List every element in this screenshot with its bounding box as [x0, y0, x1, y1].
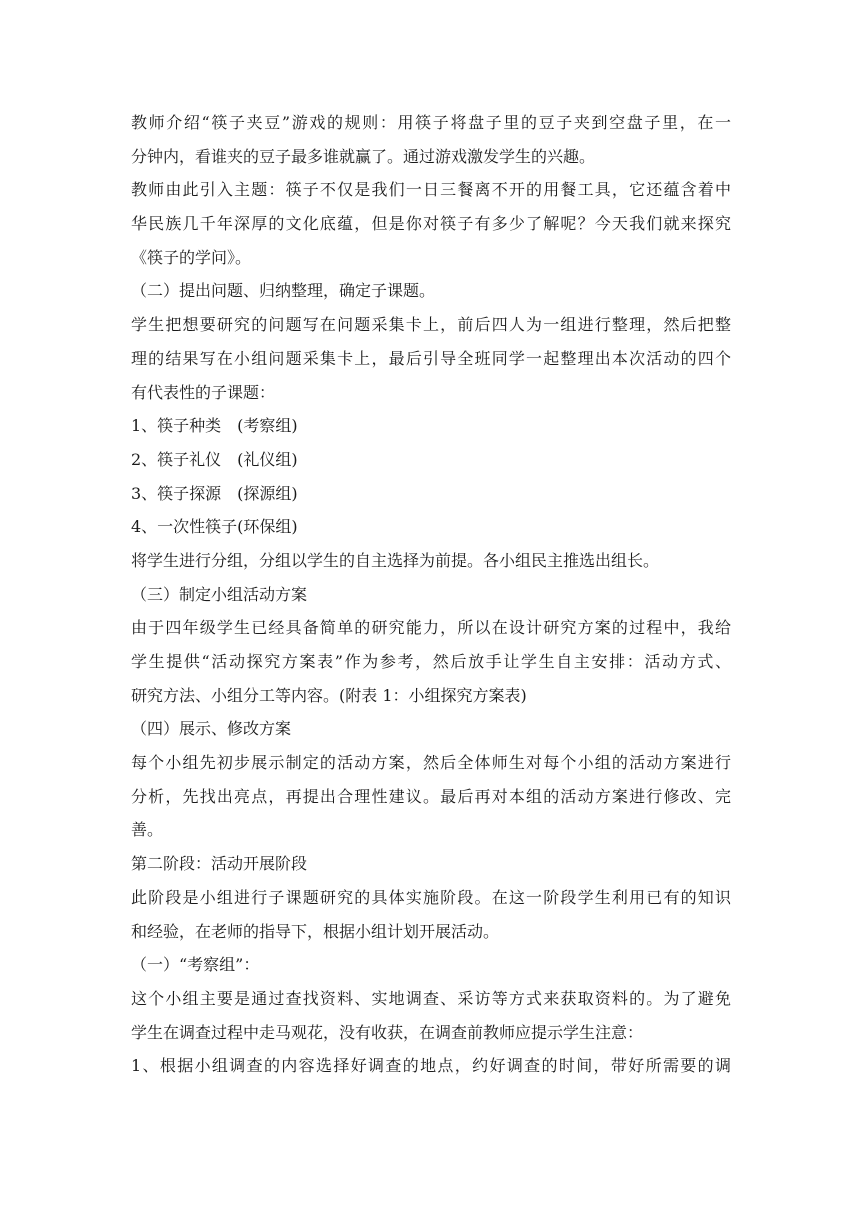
text-line: 1、筷子种类 (考察组) [131, 416, 298, 436]
text-line: 此阶段是小组进行子课题研究的具体实施阶段。在这一阶段学生利用已有的知识 [131, 887, 731, 907]
text-line: 将学生进行分组，分组以学生的自主选择为前提。各小组民主推选出组长。 [131, 550, 660, 570]
text-line: 学生提供“活动探究方案表”作为参考，然后放手让学生自主安排：活动方式、 [131, 652, 731, 671]
text-line: 善。 [131, 820, 164, 840]
document-body [131, 106, 731, 1083]
text-line: 研究方法、小组分工等内容。(附表 1：小组探究方案表) [131, 685, 527, 705]
text-line: 教师由此引入主题：筷子不仅是我们一日三餐离不开的用餐工具，它还蕴含着中 [131, 180, 731, 200]
text-line: 由于四年级学生已经具备简单的研究能力，所以在设计研究方案的过程中，我给 [131, 618, 731, 638]
text-line: 2、筷子礼仪 (礼仪组) [131, 449, 298, 469]
text-line: 每个小组先初步展示制定的活动方案，然后全体师生对每个小组的活动方案进行 [131, 753, 731, 773]
text-line: 理的结果写在小组问题采集卡上，最后引导全班同学一起整理出本次活动的四个 [131, 348, 731, 368]
text-line: 学生在调查过程中走马观花，没有收获，在调查前教师应提示学生注意： [131, 1022, 644, 1042]
text-line: 分钟内，看谁夹的豆子最多谁就赢了。通过游戏激发学生的兴趣。 [131, 146, 596, 166]
text-line: 这个小组主要是通过查找资料、实地调查、采访等方式来获取资料的。为了避免 [131, 988, 731, 1008]
text-line: 1、根据小组调查的内容选择好调查的地点，约好调查的时间，带好所需要的调 [131, 1056, 731, 1076]
text-line: （二）提出问题、归纳整理，确定子课题。 [131, 281, 436, 301]
text-line: （三）制定小组活动方案 [131, 584, 308, 604]
text-line: （一）“考察组”： [131, 955, 260, 975]
text-line: 有代表性的子课题： [131, 382, 276, 402]
text-line: 和经验，在老师的指导下，根据小组计划开展活动。 [131, 921, 500, 941]
text-line: 4、一次性筷子(环保组) [131, 517, 298, 537]
text-line: 教师介绍“筷子夹豆”游戏的规则：用筷子将盘子里的豆子夹到空盘子里，在一 [131, 113, 731, 132]
text-line: 3、筷子探源 (探源组) [131, 483, 298, 503]
text-line: 分析，先找出亮点，再提出合理性建议。最后再对本组的活动方案进行修改、完 [131, 786, 731, 806]
text-line: 学生把想要研究的问题写在问题采集卡上，前后四人为一组进行整理，然后把整 [131, 315, 731, 335]
text-line: 华民族几千年深厚的文化底蕴，但是你对筷子有多少了解呢？今天我们就来探究 [131, 214, 731, 234]
text-line: 第二阶段：活动开展阶段 [131, 854, 308, 874]
text-line: 《筷子的学问》。 [131, 247, 252, 267]
text-line: （四）展示、修改方案 [131, 719, 292, 739]
